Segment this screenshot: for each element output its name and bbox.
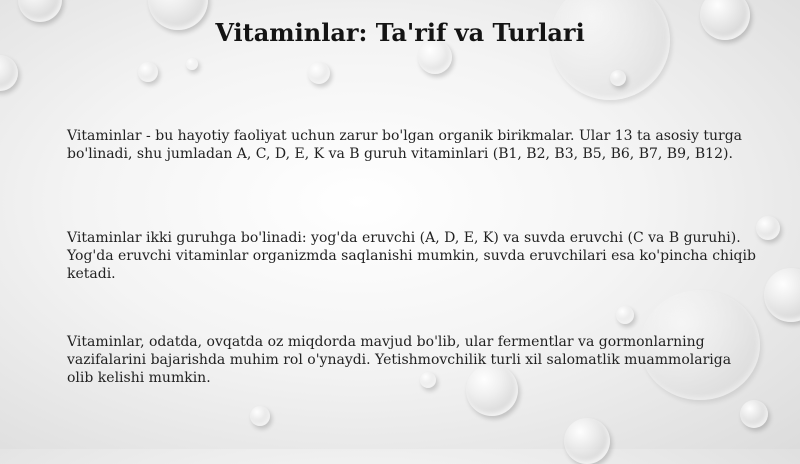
- paragraph-classification: Vitaminlar ikki guruhga bo'linadi: yog'da eruvchi (A, D, E, K) va suvda eruvchi (C va B guruhi). Yog'da eruvchi vitaminlar organizmda saqlanishi mumkin, suvda eruvchilari esa ko'pincha chiqib ketadi.: [67, 230, 756, 282]
- water-drop: [0, 55, 18, 91]
- water-drop: [564, 418, 610, 464]
- water-drop: [550, 0, 670, 100]
- water-drop: [138, 62, 158, 82]
- paragraph-function: Vitaminlar, odatda, ovqatda oz miqdorda mavjud bo'lib, ular fermentlar va gormonlarning vazifalarini bajarishda muhim rol o'ynaydi. Yetishmovchilik turli xil salomatlik muammolariga olib kelishi mumkin.: [67, 334, 732, 386]
- water-drop: [764, 268, 800, 322]
- water-drop: [740, 400, 768, 428]
- water-drop: [616, 306, 634, 324]
- water-drop: [308, 62, 330, 84]
- slide-title: Vitaminlar: Ta'rif va Turlari: [215, 18, 585, 47]
- water-drop: [610, 70, 626, 86]
- water-drop: [186, 58, 198, 70]
- water-drop: [250, 406, 270, 426]
- paragraph-definition: Vitaminlar - bu hayotiy faoliyat uchun zarur bo'lgan organik birikmalar. Ular 13 ta asosiy turga bo'linadi, shu jumladan A, C, D, E, K va B guruh vitaminlari (B1, B2, B3, B5, B6, B7, B9, B12).: [67, 128, 743, 162]
- water-drop: [756, 216, 780, 240]
